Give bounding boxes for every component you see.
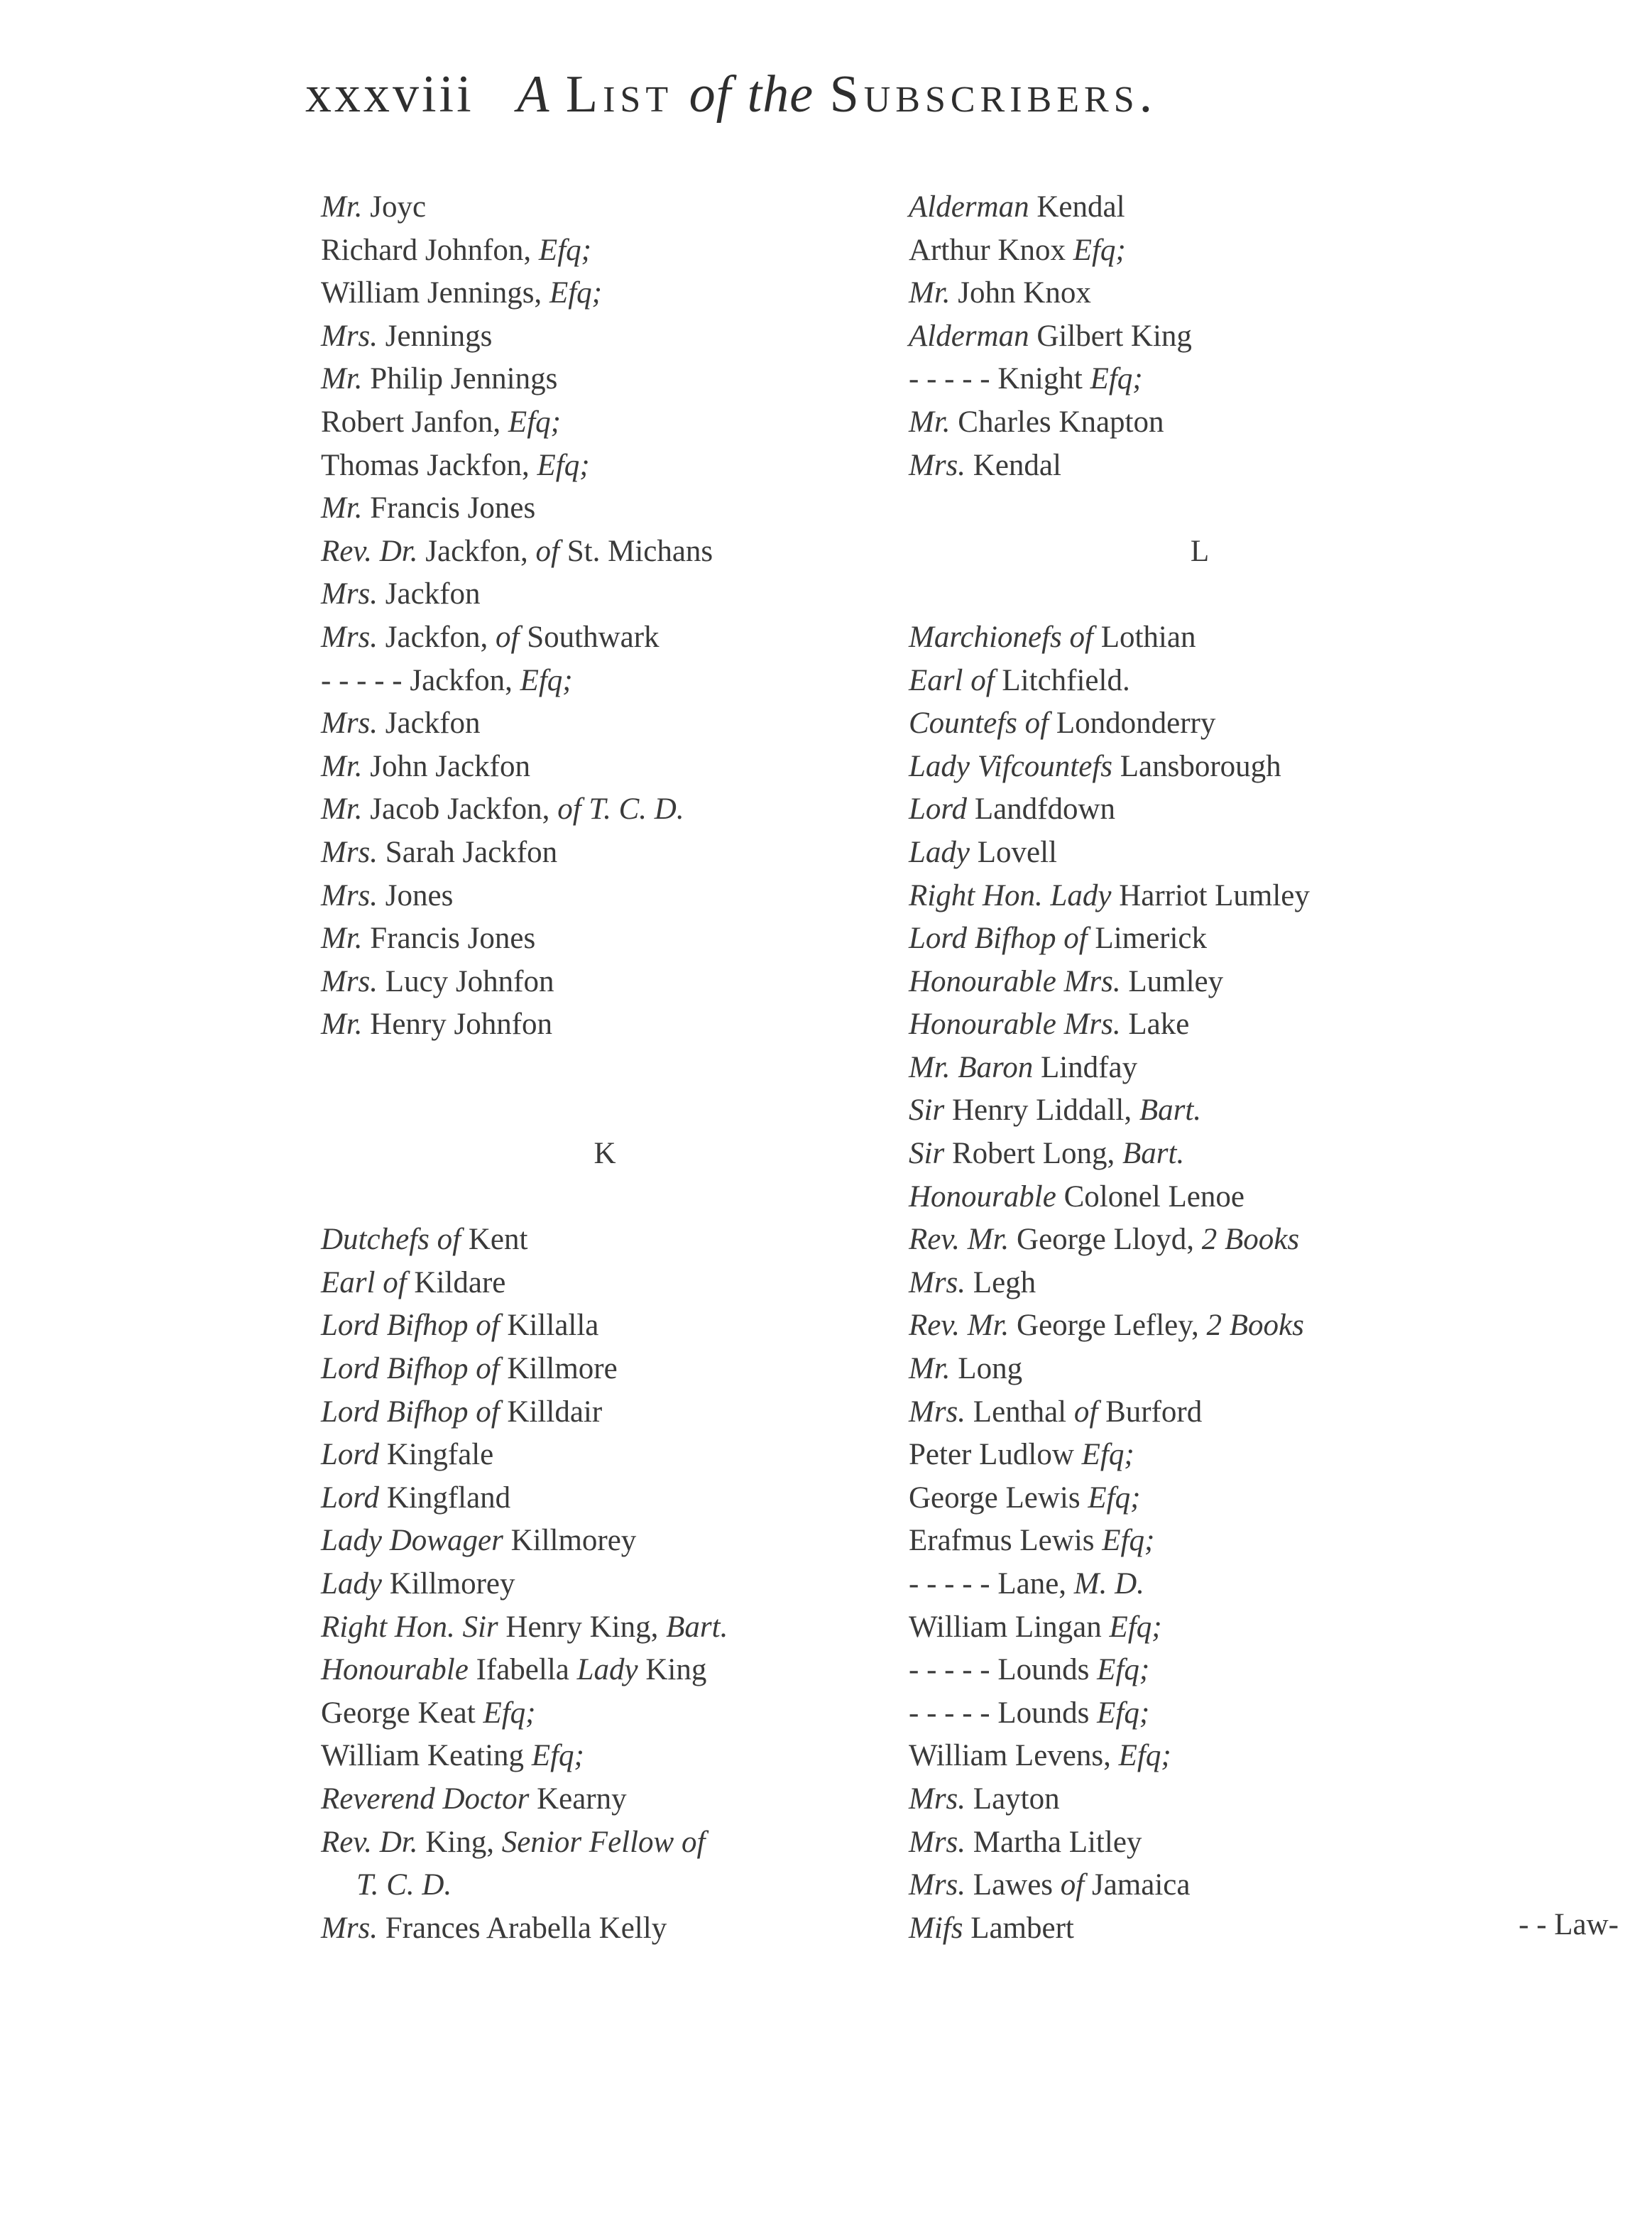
entry-title: Lord Bifhop of (321, 1309, 500, 1343)
entry-suffix: Efq; (1073, 233, 1126, 267)
subscriber-entry (909, 186, 1619, 229)
entry-name: Lake (1128, 1008, 1190, 1042)
subscriber-entry (909, 229, 1619, 273)
entry-name: Henry Liddall, (951, 1094, 1132, 1128)
entry-suffix: Bart. (666, 1610, 728, 1644)
entry-title: Countefs of (909, 707, 1049, 741)
subscriber-entry (909, 401, 1619, 445)
entry-title: Rev. Mr. (909, 1223, 1010, 1257)
subscriber-entry (909, 1304, 1619, 1348)
subscriber-entry (909, 1864, 1619, 1907)
subscriber-list-l (909, 616, 1619, 1950)
entry-suffix: Bart. (1122, 1137, 1185, 1171)
entry-title: Marchionefs of (909, 620, 1093, 654)
entry-suffix: Efq; (483, 1696, 536, 1730)
entry-name: William Levens, (909, 1739, 1111, 1773)
entry-name: Thomas Jackfon, (321, 448, 530, 482)
entry-suffix: Efq; (538, 233, 591, 267)
subscriber-entry (909, 1391, 1619, 1434)
entry-title: Lady Dowager (321, 1524, 503, 1558)
entry-name: Lawes (973, 1868, 1054, 1902)
entry-title: Lord Bifhop of (321, 1352, 500, 1386)
section-heading-k: K (593, 1137, 616, 1171)
subscriber-entry (909, 1133, 1619, 1176)
entry-name: John Knox (958, 276, 1091, 310)
entry-name: Jennings (385, 319, 493, 353)
entry-name: William Jennings, (321, 276, 542, 310)
entry-name: Kingfland (386, 1481, 511, 1515)
entry-name: Kingfale (386, 1438, 494, 1472)
entry-title: Lord (321, 1481, 380, 1515)
subscriber-entry (909, 445, 1619, 488)
entry-name: Lenthal (973, 1395, 1067, 1429)
entry-name: Ifabella (476, 1653, 569, 1687)
entry-name: Francis Jones (370, 491, 536, 525)
header-the: the (747, 65, 814, 124)
section-heading-l: L (1190, 534, 1210, 568)
entry-name: Layton (973, 1782, 1060, 1816)
header-subscribers: Subscribers. (829, 65, 1158, 124)
subscriber-entry (909, 1735, 1619, 1778)
entry-name: Erafmus Lewis (909, 1524, 1095, 1558)
entry-title: Mr. (321, 749, 363, 783)
entry-name: Sarah Jackfon (385, 835, 558, 869)
entry-title: Honourable Mrs. (909, 964, 1121, 998)
entry-title: Mr. (321, 491, 363, 525)
entry-name: Henry King, (505, 1610, 659, 1644)
entry-place: Burford (1105, 1395, 1203, 1429)
subscriber-entry (909, 1649, 1619, 1692)
entry-title: Rev. Dr. (321, 534, 418, 568)
entry-name: Killmorey (389, 1567, 515, 1601)
entry-title: Earl of (321, 1265, 407, 1299)
page-number: xxxviii (305, 65, 474, 124)
entry-connector: of (1073, 1395, 1098, 1429)
entry-name: Arthur Knox (909, 233, 1066, 267)
entry-suffix: M. D. (1073, 1567, 1144, 1601)
entry-title: Mrs. (321, 319, 378, 353)
entry-suffix: Bart. (1139, 1094, 1202, 1128)
subscriber-entry (909, 272, 1619, 315)
entry-title: Mrs. (909, 1265, 966, 1299)
entry-title: Dutchefs of (321, 1223, 461, 1257)
entry-title: Rev. Mr. (909, 1309, 1010, 1343)
entry-title: Lord Bifhop of (909, 922, 1088, 956)
subscriber-entry (909, 1348, 1619, 1391)
subscriber-entry (909, 1176, 1619, 1219)
entry-name: Robert Janfon, (321, 405, 501, 439)
entry-suffix: Efq; (1097, 1653, 1150, 1687)
entry-name: Limerick (1095, 922, 1208, 956)
entry-name: Philip Jennings (370, 362, 558, 396)
entry-suffix: Efq; (508, 405, 561, 439)
header-of: of (689, 65, 732, 124)
subscriber-entry (909, 1563, 1619, 1606)
entry-name: Killalla (507, 1309, 599, 1343)
entry-suffix: 2 Books (1206, 1309, 1304, 1343)
entry-name: Kent (468, 1223, 528, 1257)
entry-place: King (645, 1653, 707, 1687)
entry-suffix: Efq; (520, 663, 573, 697)
entry-title: Mifs (909, 1911, 963, 1945)
entry-title: Honourable (321, 1653, 469, 1687)
entry-title: Mrs. (321, 707, 378, 741)
entry-title: Mr. (909, 405, 951, 439)
entry-title: Alderman (909, 319, 1029, 353)
subscriber-entry (909, 616, 1619, 660)
entry-name: Lounds (997, 1696, 1090, 1730)
subscriber-entry (909, 702, 1619, 746)
entry-title: Lord Bifhop of (321, 1395, 500, 1429)
subscriber-entry (909, 660, 1619, 703)
entry-name: Jackfon, (385, 620, 488, 654)
entry-title: Mrs. (321, 835, 378, 869)
entry-name: Lumley (1128, 964, 1224, 998)
entry-name: Lane, (997, 1567, 1067, 1601)
entry-title: Mrs. (909, 448, 966, 482)
subscriber-entry (909, 1692, 1619, 1735)
entry-title: - - - - - (909, 1567, 990, 1601)
entry-name: Kearny (537, 1782, 627, 1816)
entry-title: Lord (909, 792, 968, 827)
subscriber-entry (909, 1778, 1619, 1821)
entry-suffix: Efq; (1090, 362, 1143, 396)
entry-title: Right Hon. Lady (909, 878, 1112, 912)
entry-suffix: of T. C. D. (557, 792, 684, 827)
subscriber-list-k-continued (909, 186, 1619, 487)
entry-name: William Lingan (909, 1610, 1102, 1644)
entry-connector: of (535, 534, 559, 568)
entry-suffix: Efq; (1088, 1481, 1141, 1515)
entry-name: Jacob Jackfon, (370, 792, 550, 827)
subscriber-entry (909, 1218, 1619, 1262)
entry-name: Kendal (1036, 190, 1125, 224)
entry-place: Southwark (527, 620, 660, 654)
subscriber-entry (909, 917, 1619, 961)
entry-name: Jackfon (385, 577, 481, 611)
subscriber-entry (909, 746, 1619, 789)
entry-name: John Jackfon (370, 749, 531, 783)
entry-name: Lounds (997, 1653, 1090, 1687)
entry-place: Jamaica (1091, 1868, 1191, 1902)
entry-name: Killdair (507, 1395, 603, 1429)
entry-name: Jones (385, 878, 454, 912)
entry-title: Right Hon. Sir (321, 1610, 498, 1644)
entry-title: Honourable Mrs. (909, 1008, 1121, 1042)
entry-title: Mrs. (909, 1868, 966, 1902)
entry-name: Legh (973, 1265, 1036, 1299)
entry-title: Mr. Baron (909, 1050, 1034, 1084)
subscriber-entry (909, 1089, 1619, 1133)
entry-title: Mr. (321, 922, 363, 956)
entry-title: Sir (909, 1094, 945, 1128)
entry-name: Lambert (970, 1911, 1074, 1945)
subscriber-entry (909, 832, 1619, 875)
entry-suffix: Senior Fellow of (501, 1825, 706, 1859)
entry-name: William Keating (321, 1739, 525, 1773)
entry-name: Londonderry (1056, 707, 1216, 741)
header-list: List (565, 65, 674, 124)
catchword: - - Law- (1519, 1907, 1619, 1941)
entry-name: Peter Ludlow (909, 1438, 1074, 1472)
entry-name: Henry Johnfon (370, 1008, 553, 1042)
entry-title: Mrs. (321, 620, 378, 654)
entry-title: Lady Vifcountefs (909, 749, 1113, 783)
entry-name: Jackfon, (425, 534, 528, 568)
entry-name: King, (425, 1825, 495, 1859)
subscriber-entry (909, 315, 1619, 359)
entry-name: Lindfay (1040, 1050, 1138, 1084)
entry-title: Mrs. (909, 1825, 966, 1859)
entry-name: Kendal (973, 448, 1061, 482)
subscriber-entry (909, 1003, 1619, 1047)
entry-name: George Lefley, (1017, 1309, 1199, 1343)
entry-title: Lord (321, 1438, 380, 1472)
entry-suffix: Efq; (1081, 1438, 1134, 1472)
entry-title: Mr. (321, 1008, 363, 1042)
entry-title: Earl of (909, 663, 995, 697)
entry-suffix: Efq; (1118, 1739, 1171, 1773)
entry-title: Mrs. (909, 1395, 966, 1429)
subscriber-entry (909, 1477, 1619, 1520)
entry-name: Knight (997, 362, 1083, 396)
entry-title: Sir (909, 1137, 945, 1171)
right-column (909, 186, 1619, 1950)
entry-title: Mr. (909, 276, 951, 310)
subscriber-entry (909, 1262, 1619, 1305)
entry-suffix: 2 Books (1201, 1223, 1300, 1257)
entry-title: Rev. Dr. (321, 1825, 418, 1859)
entry-name: Long (958, 1352, 1023, 1386)
subscriber-entry (909, 1520, 1619, 1563)
entry-name: Jackfon, (410, 663, 513, 697)
entry-name: Lucy Johnfon (385, 964, 554, 998)
subscriber-entry (909, 358, 1619, 401)
entry-connector: Lady (576, 1653, 638, 1687)
entry-name: Lothian (1100, 620, 1196, 654)
entry-suffix: Efq; (1102, 1524, 1155, 1558)
entry-name: Lovell (977, 835, 1057, 869)
subscriber-entry (909, 1606, 1619, 1650)
entry-name: Martha Litley (973, 1825, 1142, 1859)
subscriber-entry (909, 875, 1619, 918)
entry-name: Richard Johnfon, (321, 233, 532, 267)
entry-connector: of (1060, 1868, 1085, 1902)
entry-name: Lansborough (1120, 749, 1281, 783)
entry-name: Killmore (507, 1352, 618, 1386)
subscriber-entry (909, 961, 1619, 1004)
entry-title: Mrs. (909, 1782, 966, 1816)
entry-title: Alderman (909, 190, 1029, 224)
entry-name: Frances Arabella Kelly (385, 1911, 667, 1945)
entry-title: Mr. (321, 362, 363, 396)
subscriber-entry (909, 1047, 1619, 1090)
running-header (305, 65, 1158, 124)
entry-title: Lady (909, 835, 970, 869)
subscriber-entry (909, 1434, 1619, 1477)
entry-name: Jackfon (385, 707, 481, 741)
entry-name: Gilbert King (1036, 319, 1192, 353)
subscriber-entry (909, 1821, 1619, 1865)
entry-name: George Lewis (909, 1481, 1081, 1515)
header-a: A (517, 65, 550, 124)
entry-name: Robert Long, (951, 1137, 1115, 1171)
entry-title: Reverend Doctor (321, 1782, 530, 1816)
entry-title: Lady (321, 1567, 382, 1601)
subscriber-entry (909, 1907, 1619, 1951)
entry-name: Joyc (370, 190, 427, 224)
entry-suffix: Efq; (531, 1739, 584, 1773)
entry-title: Mrs. (321, 964, 378, 998)
entry-title: Mr. (321, 190, 363, 224)
entry-name: Killmorey (510, 1524, 637, 1558)
entry-title: Mr. (909, 1352, 951, 1386)
entry-name: Charles Knapton (958, 405, 1164, 439)
entry-suffix: Efq; (1109, 1610, 1162, 1644)
entry-title: Honourable (909, 1179, 1056, 1214)
entry-title: Mrs. (321, 878, 378, 912)
entry-title: - - - - - (909, 1653, 990, 1687)
entry-title: - - - - - (321, 663, 403, 697)
subscriber-entry (909, 788, 1619, 832)
entry-place: St. Michans (567, 534, 713, 568)
entry-name: George Lloyd, (1017, 1223, 1195, 1257)
entry-name: Kildare (414, 1265, 506, 1299)
entry-title: - - - - - (909, 362, 990, 396)
entry-title: Mrs. (321, 1911, 378, 1945)
entry-name: Francis Jones (370, 922, 536, 956)
entry-name: George Keat (321, 1696, 476, 1730)
entry-connector: of (496, 620, 520, 654)
entry-suffix: Efq; (537, 448, 590, 482)
entry-title: Mrs. (321, 577, 378, 611)
entry-name: Litchfield. (1002, 663, 1130, 697)
entry-suffix: Efq; (1097, 1696, 1150, 1730)
entry-title: Mr. (321, 792, 363, 827)
entry-name: Landfdown (974, 792, 1116, 827)
entry-title: T. C. D. (356, 1868, 452, 1902)
entry-name: Harriot Lumley (1119, 878, 1310, 912)
entry-title: - - - - - (909, 1696, 990, 1730)
entry-name: Colonel Lenoe (1063, 1179, 1245, 1214)
entry-suffix: Efq; (549, 276, 602, 310)
